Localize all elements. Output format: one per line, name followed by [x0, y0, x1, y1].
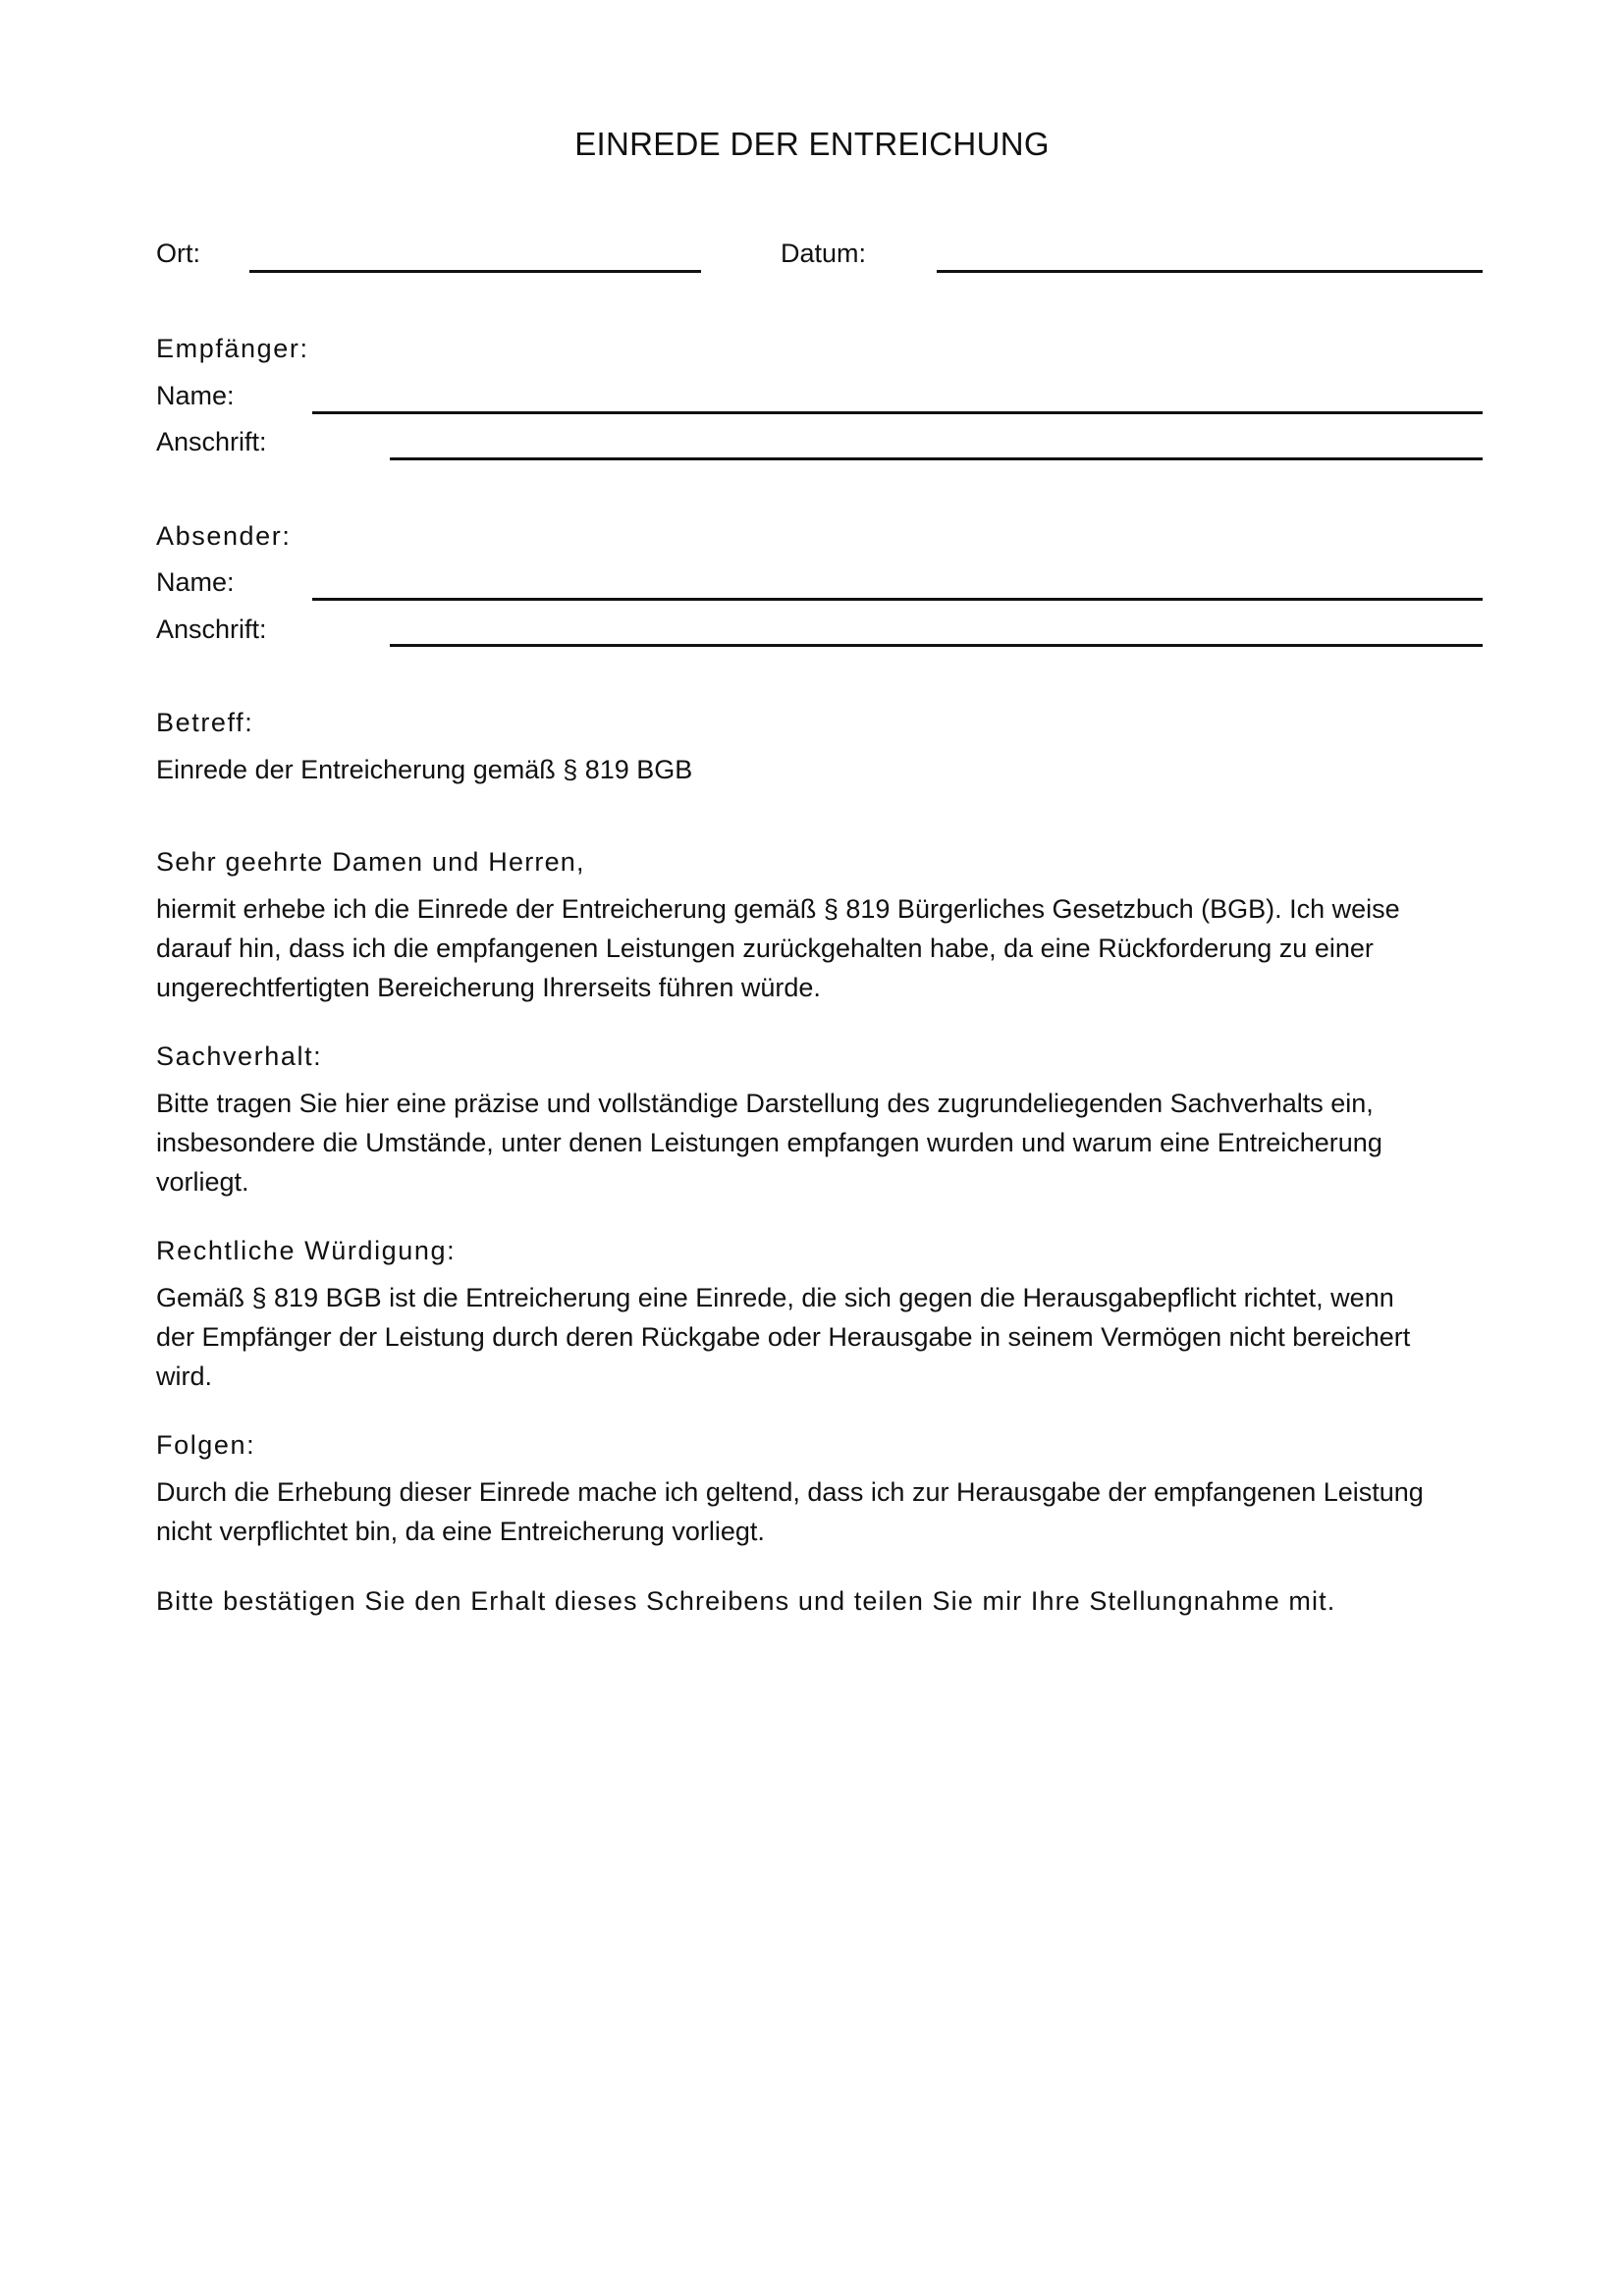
sender-address-line[interactable] — [390, 644, 1483, 647]
consequences-heading: Folgen: — [156, 1430, 256, 1460]
recipient-address-label: Anschrift: — [156, 427, 267, 456]
consequences-paragraph — [156, 1472, 1491, 1551]
consequences-line: Durch die Erhebung dieser Einrede mache ich geltend, dass ich zur Herausgabe der empfangenen Leistung — [156, 1477, 1424, 1507]
facts-line: insbesondere die Umstände, unter denen Leistungen empfangen wurden und warum eine Entreicherung — [156, 1128, 1382, 1157]
recipient-address-line[interactable] — [390, 457, 1483, 460]
intro-paragraph — [156, 889, 1491, 1007]
subject-text: Einrede der Entreicherung gemäß § 819 BGB — [156, 755, 693, 784]
recipient-name-label: Name: — [156, 381, 235, 410]
facts-heading: Sachverhalt: — [156, 1041, 323, 1071]
sender-address-label: Anschrift: — [156, 614, 267, 644]
closing-text: Bitte bestätigen Sie den Erhalt dieses Schreibens und teilen Sie mir Ihre Stellungnahme mit. — [156, 1586, 1336, 1616]
recipient-heading: Empfänger: — [156, 334, 309, 363]
subject-heading: Betreff: — [156, 708, 254, 737]
recipient-name-line[interactable] — [312, 411, 1483, 414]
intro-line: hiermit erhebe ich die Einrede der Entreicherung gemäß § 819 Bürgerliches Gesetzbuch (BGB). Ich weise — [156, 894, 1400, 924]
legal-line: wird. — [156, 1362, 213, 1391]
facts-line: vorliegt. — [156, 1167, 249, 1197]
facts-paragraph — [156, 1084, 1491, 1201]
sender-name-label: Name: — [156, 567, 235, 597]
legal-line: der Empfänger der Leistung durch deren Rückgabe oder Herausgabe in seinem Vermögen nicht bereichert — [156, 1322, 1411, 1352]
consequences-line: nicht verpflichtet bin, da eine Entreicherung vorliegt. — [156, 1517, 765, 1546]
legal-heading: Rechtliche Würdigung: — [156, 1236, 457, 1265]
intro-line: darauf hin, dass ich die empfangenen Leistungen zurückgehalten habe, da eine Rückforderung zu einer — [156, 934, 1374, 963]
document-title: EINREDE DER ENTREICHUNG — [574, 126, 1050, 162]
sender-name-line[interactable] — [312, 598, 1483, 601]
salutation: Sehr geehrte Damen und Herren, — [156, 847, 585, 877]
ort-field-line[interactable] — [249, 270, 701, 273]
sender-heading: Absender: — [156, 521, 292, 551]
ort-label: Ort: — [156, 239, 200, 268]
legal-paragraph — [156, 1278, 1491, 1396]
facts-line: Bitte tragen Sie hier eine präzise und vollständige Darstellung des zugrundeliegenden Sachverhalts ein, — [156, 1089, 1374, 1118]
datum-label: Datum: — [781, 239, 867, 268]
datum-field-line[interactable] — [937, 270, 1483, 273]
intro-line: ungerechtfertigten Bereicherung Ihrerseits führen würde. — [156, 973, 821, 1002]
legal-line: Gemäß § 819 BGB ist die Entreicherung eine Einrede, die sich gegen die Herausgabepflicht richtet, wenn — [156, 1283, 1394, 1312]
